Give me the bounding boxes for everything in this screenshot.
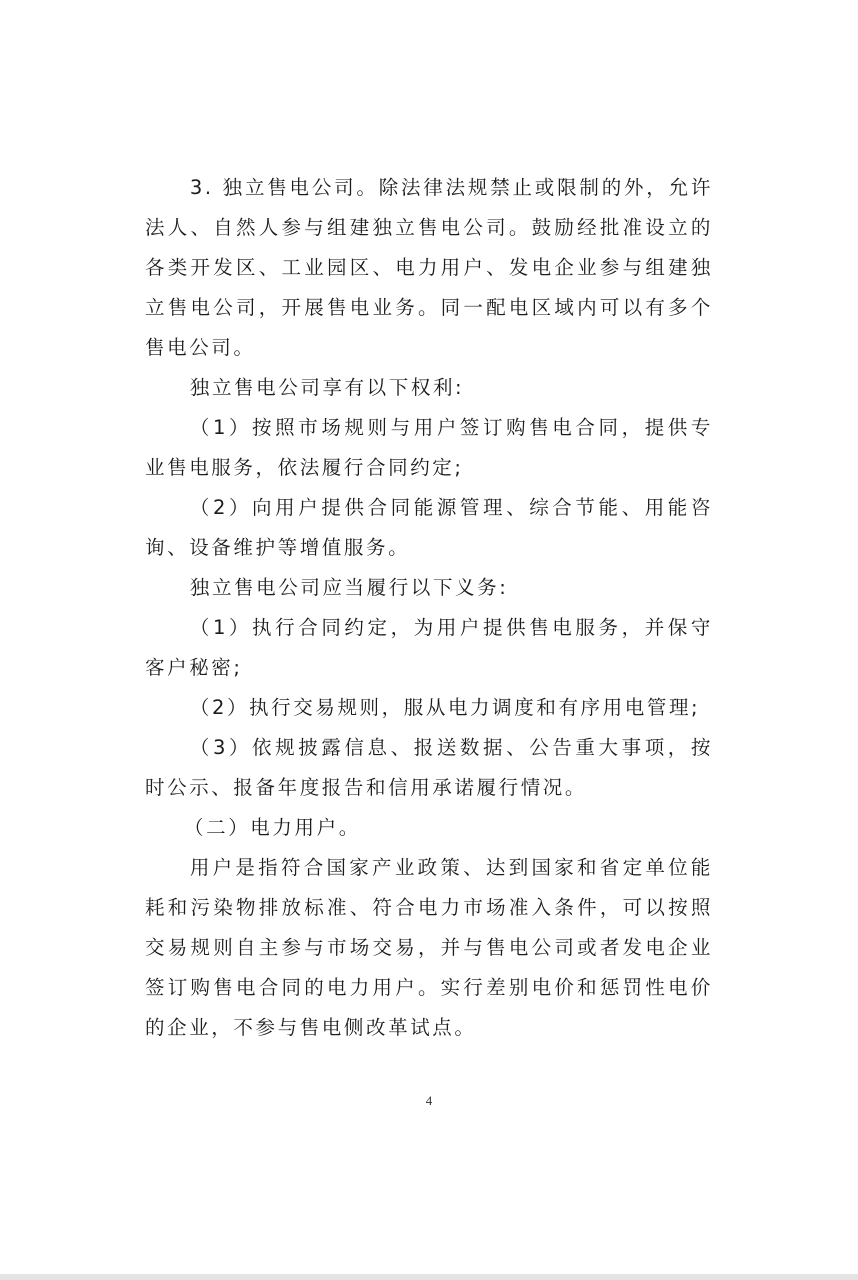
document-body [145,168,713,1048]
paragraph-right-2: （2）向用户提供合同能源管理、综合节能、用能咨询、设备维护等增值服务。 [145,496,713,559]
paragraph-obligation-2: （2）执行交易规则，服从电力调度和有序用电管理; [189,696,701,719]
paragraph-power-users: 用户是指符合国家产业政策、达到国家和省定单位能耗和污染物排放标准、符合电力市场准入条件，可以按照交易规则自主参与市场交易，并与售电公司或者发电企业签订购售电合同的电力用户。实行差别电价和惩罚性电价的企业，不参与售电侧改革试点。 [145,856,713,1039]
paragraph-obligation-3: （3）依规披露信息、报送数据、公告重大事项，按时公示、报备年度报告和信用承诺履行情况。 [145,736,713,799]
paragraph-obligation-1: （1）执行合同约定，为用户提供售电服务，并保守客户秘密; [145,616,713,679]
paragraph-independent-retailer: 3. 独立售电公司。除法律法规禁止或限制的外，允许法人、自然人参与组建独立售电公司。鼓励经批准设立的各类开发区、工业园区、电力用户、发电企业参与组建独立售电公司，开展售电业务。同一配电区域内可以有多个售电公司。 [145,176,713,359]
paragraph-obligations-intro: 独立售电公司应当履行以下义务: [189,576,509,599]
paragraph-right-1: （1）按照市场规则与用户签订购售电合同，提供专业售电服务，依法履行合同约定; [145,416,713,479]
paragraph-rights-intro: 独立售电公司享有以下权利: [189,376,465,399]
page-bottom-edge [0,1274,858,1280]
page-number: 4 [425,1093,433,1108]
section-heading-power-users: （二）电力用户。 [184,816,361,839]
